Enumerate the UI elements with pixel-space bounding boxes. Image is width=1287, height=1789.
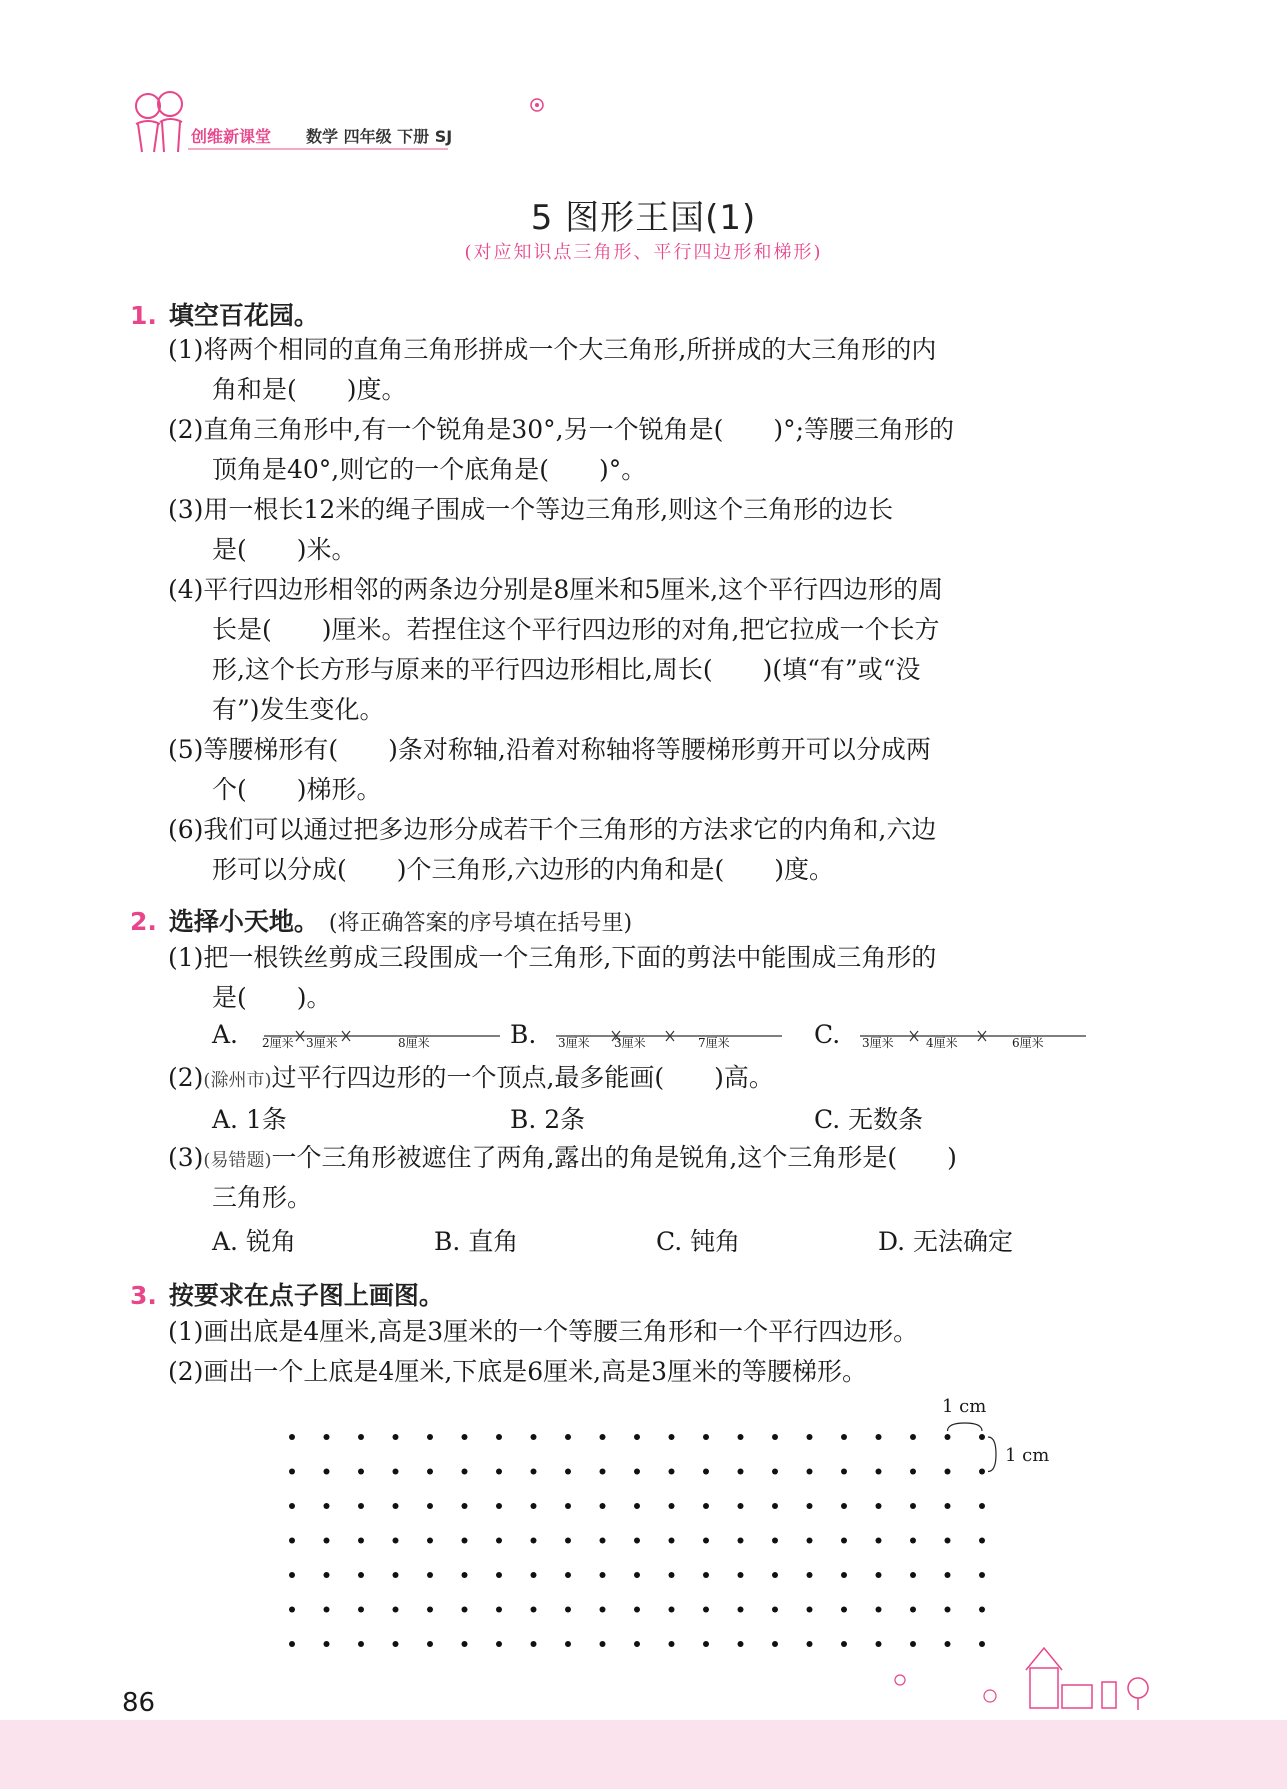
question-line <box>168 1138 957 1181</box>
grid-dot <box>565 1538 571 1544</box>
page-header <box>128 84 488 154</box>
grid-dot <box>876 1538 882 1544</box>
grid-dot <box>772 1641 778 1647</box>
grid-dot <box>876 1503 882 1509</box>
grid-dot <box>600 1434 606 1440</box>
footer-band <box>0 1720 1287 1789</box>
question-line: (6)我们可以通过把多边形分成若干个三角形的方法求它的内角和,六边 <box>168 815 937 844</box>
grid-dot <box>358 1538 364 1544</box>
grid-dot <box>462 1469 468 1475</box>
grid-dot <box>669 1607 675 1613</box>
segment-label: 2厘米 <box>262 1036 294 1050</box>
grid-dot <box>841 1538 847 1544</box>
grid-dot <box>600 1503 606 1509</box>
grid-dot <box>703 1469 709 1475</box>
section-3-heading <box>130 1276 444 1312</box>
grid-dot <box>841 1469 847 1475</box>
segment-label: 3厘米 <box>862 1036 894 1050</box>
grid-dot <box>393 1469 399 1475</box>
grid-dot <box>738 1469 744 1475</box>
grid-dot <box>427 1469 433 1475</box>
unit-label-horizontal: 1 cm <box>942 1396 987 1417</box>
question-line: (1)画出底是4厘米,高是3厘米的一个等腰三角形和一个平行四边形。 <box>168 1317 919 1346</box>
grid-dot <box>841 1607 847 1613</box>
grid-dot <box>876 1434 882 1440</box>
question-line: 三角形。 <box>212 1183 313 1212</box>
segment-line <box>262 1028 502 1042</box>
segment-label: 3厘米 <box>558 1036 590 1050</box>
grid-dot <box>393 1607 399 1613</box>
question-line: (4)平行四边形相邻的两条边分别是8厘米和5厘米,这个平行四边形的周 <box>168 575 944 604</box>
grid-dot <box>807 1434 813 1440</box>
grid-dot <box>738 1538 744 1544</box>
grid-dot <box>979 1572 985 1578</box>
grid-dot <box>807 1503 813 1509</box>
header-rule <box>188 148 448 150</box>
section-number: 1. <box>130 301 157 330</box>
grid-dot <box>289 1607 295 1613</box>
grid-dot <box>531 1538 537 1544</box>
grid-dot <box>600 1469 606 1475</box>
grid-dot <box>565 1469 571 1475</box>
unit-label-vertical: 1 cm <box>1005 1445 1050 1466</box>
grid-dot <box>496 1641 502 1647</box>
question-text: 过平行四边形的一个顶点,最多能画( )高。 <box>271 1063 774 1092</box>
option-c[interactable] <box>814 1020 1094 1056</box>
grid-dot <box>807 1469 813 1475</box>
grid-dot <box>703 1434 709 1440</box>
grid-dot <box>565 1641 571 1647</box>
option-c[interactable]: C. 无数条 <box>814 1105 924 1134</box>
grid-dot <box>876 1572 882 1578</box>
grid-dot <box>427 1607 433 1613</box>
grid-dot <box>289 1434 295 1440</box>
grid-dot <box>393 1641 399 1647</box>
option-b[interactable]: B. 直角 <box>434 1227 519 1256</box>
source-tag: (易错题) <box>203 1150 272 1171</box>
question-line: 形可以分成( )个三角形,六边形的内角和是( )度。 <box>212 855 834 884</box>
unit-bracket-vertical <box>988 1437 996 1472</box>
question-text: 一个三角形被遮住了两角,露出的角是锐角,这个三角形是( ) <box>271 1143 957 1172</box>
grid-dot <box>565 1572 571 1578</box>
segment-label: 8厘米 <box>398 1036 430 1050</box>
page-subtitle: (对应知识点三角形、平行四边形和梯形) <box>464 242 823 263</box>
grid-dot <box>600 1538 606 1544</box>
grid-dot <box>565 1503 571 1509</box>
grid-dot <box>600 1641 606 1647</box>
grid-dot <box>565 1607 571 1613</box>
grid-dot <box>703 1538 709 1544</box>
grid-dot <box>531 1572 537 1578</box>
option-a[interactable] <box>212 1020 512 1056</box>
grid-dot <box>945 1469 951 1475</box>
grid-dot <box>289 1641 295 1647</box>
grid-dot <box>427 1503 433 1509</box>
grid-dot <box>669 1503 675 1509</box>
grid-dot <box>462 1503 468 1509</box>
grid-dot <box>289 1572 295 1578</box>
grid-dot <box>531 1469 537 1475</box>
question-line: (3)用一根长12米的绳子围成一个等边三角形,则这个三角形的边长 <box>168 495 894 524</box>
option-c[interactable]: C. 钝角 <box>656 1227 741 1256</box>
question-line: (5)等腰梯形有( )条对称轴,沿着对称轴将等腰梯形剪开可以分成两 <box>168 735 931 764</box>
section-title: 按要求在点子图上画图。 <box>168 1281 444 1310</box>
grid-dot <box>669 1572 675 1578</box>
grid-dot <box>462 1641 468 1647</box>
question-line: 形,这个长方形与原来的平行四边形相比,周长( )(填“有”或“没 <box>212 655 921 684</box>
question-line: (2)直角三角形中,有一个锐角是30°,另一个锐角是( )°;等腰三角形的 <box>168 415 955 444</box>
grid-dot <box>945 1607 951 1613</box>
grid-dot <box>979 1538 985 1544</box>
grid-dot <box>600 1572 606 1578</box>
grid-dot <box>358 1572 364 1578</box>
grid-dot <box>945 1572 951 1578</box>
mascot-children-icon <box>128 84 190 154</box>
grid-dot <box>358 1641 364 1647</box>
section-note: (将正确答案的序号填在括号里) <box>328 911 633 936</box>
section-title: 填空百花园。 <box>168 301 319 330</box>
page-number: 86 <box>122 1688 156 1718</box>
segment-label: 3厘米 <box>614 1036 646 1050</box>
grid-dot <box>841 1641 847 1647</box>
grid-dot <box>910 1503 916 1509</box>
grid-dot <box>772 1503 778 1509</box>
question-line: (1)把一根铁丝剪成三段围成一个三角形,下面的剪法中能围成三角形的 <box>168 943 937 972</box>
option-b[interactable]: B. 2条 <box>510 1105 586 1134</box>
grid-dot <box>738 1641 744 1647</box>
dot-grid[interactable] <box>280 1395 1040 1665</box>
grid-dot <box>393 1434 399 1440</box>
grid-dot <box>600 1607 606 1613</box>
segment-label: 7厘米 <box>698 1036 730 1050</box>
grid-dot <box>669 1538 675 1544</box>
grid-dot <box>738 1503 744 1509</box>
grid-dot <box>703 1503 709 1509</box>
grid-dot <box>807 1572 813 1578</box>
grid-dot <box>910 1538 916 1544</box>
grid-dot <box>496 1503 502 1509</box>
grid-dot <box>703 1641 709 1647</box>
castle-decoration-icon <box>880 1640 1180 1720</box>
grid-dot <box>634 1503 640 1509</box>
grid-dot <box>669 1469 675 1475</box>
grid-dot <box>979 1434 985 1440</box>
grid-dot <box>772 1469 778 1475</box>
grid-dot <box>358 1469 364 1475</box>
grid-dot <box>910 1434 916 1440</box>
grid-dot <box>462 1434 468 1440</box>
grid-dot <box>324 1572 330 1578</box>
option-d[interactable]: D. 无法确定 <box>878 1227 1014 1256</box>
question-line: 长是( )厘米。若捏住这个平行四边形的对角,把它拉成一个长方 <box>212 615 940 644</box>
grid-dot <box>979 1469 985 1475</box>
grid-dot <box>910 1572 916 1578</box>
grid-dot <box>427 1572 433 1578</box>
question-line: 个( )梯形。 <box>212 775 382 804</box>
grid-dot <box>738 1572 744 1578</box>
grid-dot <box>496 1434 502 1440</box>
question-number: (3) <box>168 1143 204 1172</box>
grid-dot <box>634 1607 640 1613</box>
grid-dot <box>807 1538 813 1544</box>
grid-dot <box>807 1607 813 1613</box>
option-letter: B. <box>510 1020 537 1049</box>
grid-dot <box>531 1503 537 1509</box>
section-number: 2. <box>130 907 157 936</box>
grid-dot <box>324 1503 330 1509</box>
grid-dot <box>669 1434 675 1440</box>
grid-dot <box>427 1641 433 1647</box>
question-line: (1)将两个相同的直角三角形拼成一个大三角形,所拼成的大三角形的内 <box>168 335 937 364</box>
grid-dot <box>979 1503 985 1509</box>
grid-dot <box>979 1607 985 1613</box>
grid-dot <box>841 1572 847 1578</box>
section-2-heading <box>130 902 632 938</box>
grid-dot <box>669 1641 675 1647</box>
grid-dot <box>427 1538 433 1544</box>
grid-dot <box>324 1607 330 1613</box>
grid-dot <box>841 1503 847 1509</box>
grid-dot <box>496 1469 502 1475</box>
grid-dot <box>945 1434 951 1440</box>
grid-dot <box>393 1572 399 1578</box>
grid-dot <box>634 1572 640 1578</box>
grid-dot <box>531 1434 537 1440</box>
grid-dot <box>634 1469 640 1475</box>
grid-dot <box>910 1607 916 1613</box>
grid-dot <box>565 1434 571 1440</box>
grid-dot <box>289 1469 295 1475</box>
grid-dot <box>841 1434 847 1440</box>
grid-dot <box>910 1469 916 1475</box>
grid-dot <box>703 1607 709 1613</box>
grid-dot <box>496 1607 502 1613</box>
grid-dot <box>531 1641 537 1647</box>
flower-icon <box>528 96 546 114</box>
grid-dot <box>738 1607 744 1613</box>
grid-dot <box>807 1641 813 1647</box>
grid-dot <box>738 1434 744 1440</box>
question-line: 有”)发生变化。 <box>212 695 385 724</box>
grid-dot <box>462 1572 468 1578</box>
grid-dot <box>945 1538 951 1544</box>
grid-dot <box>634 1434 640 1440</box>
segment-label: 3厘米 <box>306 1036 338 1050</box>
grid-dot <box>496 1572 502 1578</box>
grid-dot <box>772 1538 778 1544</box>
section-number: 3. <box>130 1281 157 1310</box>
grid-dot <box>772 1434 778 1440</box>
question-number: (2) <box>168 1063 204 1092</box>
grid-dot <box>496 1538 502 1544</box>
brand-name: 创维新课堂 <box>191 127 272 146</box>
grid-dot <box>324 1434 330 1440</box>
question-line: 是( )。 <box>212 983 332 1012</box>
grid-dot <box>393 1538 399 1544</box>
section-title: 选择小天地。 <box>168 907 319 936</box>
option-letter: A. <box>212 1020 239 1049</box>
question-line: 角和是( )度。 <box>212 375 407 404</box>
section-1-heading <box>130 296 319 332</box>
grid-dot <box>772 1607 778 1613</box>
grid-dot <box>462 1607 468 1613</box>
grid-dot <box>324 1641 330 1647</box>
book-subject: 数学 四年级 下册 SJ <box>306 127 453 146</box>
segment-label: 6厘米 <box>1012 1036 1044 1050</box>
option-a[interactable]: A. 1条 <box>212 1105 287 1134</box>
grid-dot <box>772 1572 778 1578</box>
question-line: 顶角是40°,则它的一个底角是( )°。 <box>212 455 647 484</box>
grid-dot <box>634 1538 640 1544</box>
grid-dot <box>634 1641 640 1647</box>
grid-dot <box>289 1503 295 1509</box>
option-b[interactable] <box>510 1020 790 1056</box>
grid-dot <box>358 1607 364 1613</box>
grid-dot <box>876 1469 882 1475</box>
question-line: (2)画出一个上底是4厘米,下底是6厘米,高是3厘米的等腰梯形。 <box>168 1357 868 1386</box>
grid-dot <box>462 1538 468 1544</box>
grid-dot <box>703 1572 709 1578</box>
grid-dot <box>358 1503 364 1509</box>
grid-dot <box>324 1538 330 1544</box>
grid-dot <box>289 1538 295 1544</box>
grid-dot <box>324 1469 330 1475</box>
grid-dot <box>427 1434 433 1440</box>
page-title: 5 图形王国(1) <box>530 198 757 238</box>
grid-dot <box>876 1607 882 1613</box>
unit-bracket-horizontal <box>948 1423 983 1431</box>
grid-dot <box>945 1503 951 1509</box>
grid-dot <box>531 1607 537 1613</box>
source-tag: (滁州市) <box>203 1070 272 1091</box>
grid-dot <box>358 1434 364 1440</box>
grid-dot <box>393 1503 399 1509</box>
option-a[interactable]: A. 锐角 <box>212 1227 296 1256</box>
segment-label: 4厘米 <box>926 1036 958 1050</box>
question-line <box>168 1058 774 1101</box>
option-letter: C. <box>814 1020 841 1049</box>
question-line: 是( )米。 <box>212 535 357 564</box>
